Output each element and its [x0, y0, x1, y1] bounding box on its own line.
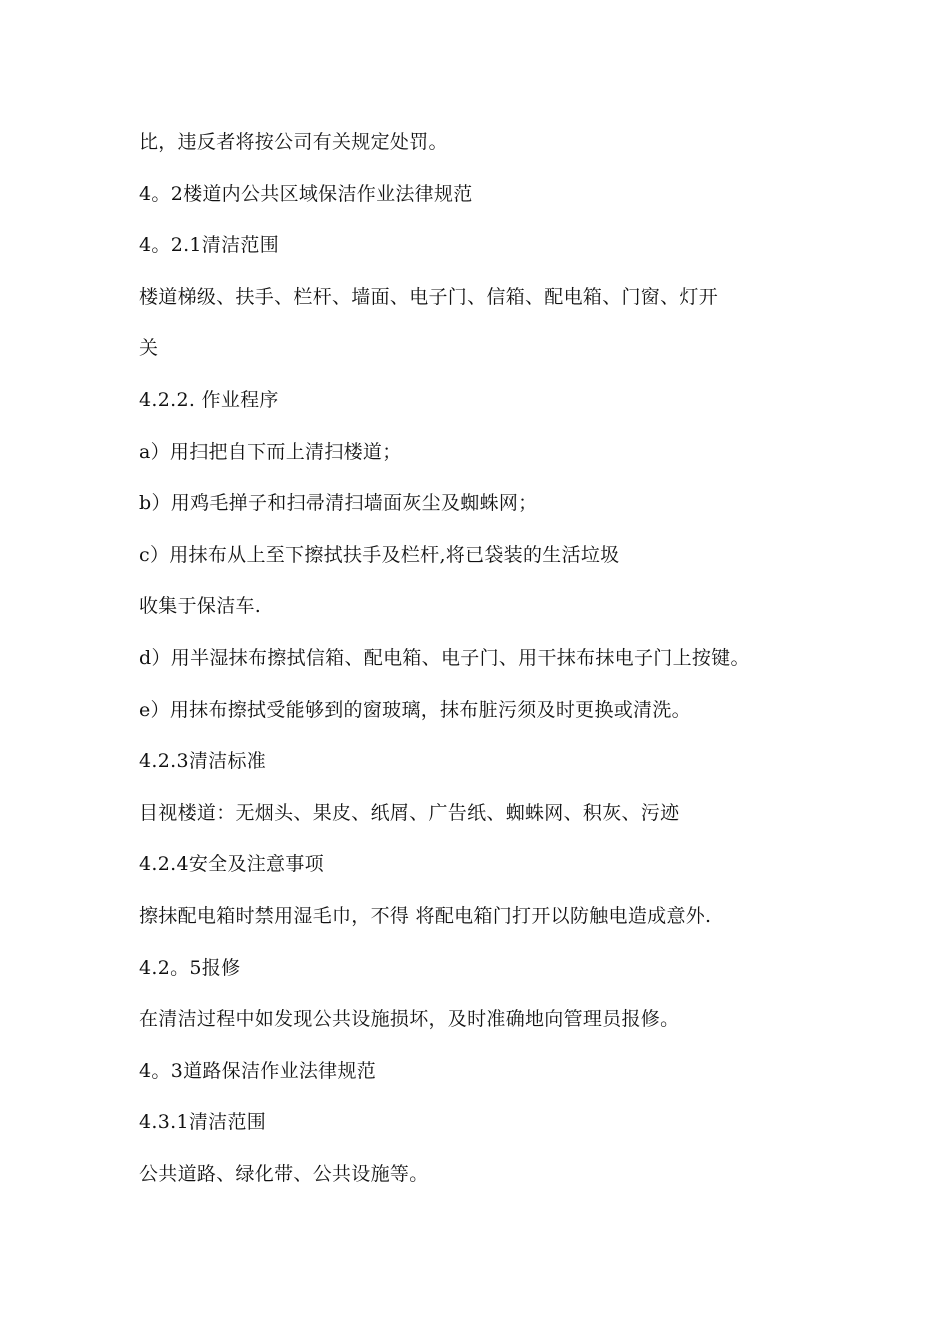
scope-text-line-1: 楼道梯级、扶手、栏杆、墙面、电子门、信箱、配电箱、门窗、灯开	[139, 285, 719, 308]
road-scope-text: 公共道路、绿化带、公共设施等。	[139, 1162, 429, 1185]
procedure-item-c-line-1: c）用抹布从上至下擦拭扶手及栏杆,将已袋装的生活垃圾	[139, 543, 620, 566]
section-heading-4-3: 4。3道路保洁作业法律规范	[139, 1059, 377, 1082]
standard-text: 目视楼道：无烟头、果皮、纸屑、广告纸、蜘蛛网、积灰、污迹	[139, 801, 680, 824]
safety-text: 擦抹配电箱时禁用湿毛巾，不得 将配电箱门打开以防触电造成意外.	[139, 904, 712, 927]
document-body	[139, 122, 839, 1205]
subsection-heading-4-3-1: 4.3.1清洁范围	[139, 1111, 267, 1134]
section-heading-4-2: 4。2楼道内公共区域保洁作业法律规范	[139, 182, 473, 205]
procedure-item-d: d）用半湿抹布擦拭信箱、配电箱、电子门、用干抹布抹电子门上按键。	[139, 646, 750, 669]
scope-text-line-2: 关	[139, 337, 159, 360]
subsection-heading-4-2-1: 4。2.1清洁范围	[139, 234, 280, 257]
paragraph-continuation: 比，违反者将按公司有关规定处罚。	[139, 131, 448, 153]
procedure-item-a: a）用扫把自下而上清扫楼道；	[139, 440, 402, 463]
subsection-heading-4-2-2: 4.2.2. 作业程序	[139, 388, 279, 411]
repair-text: 在清洁过程中如发现公共设施损坏，及时准确地向管理员报修。	[139, 1008, 680, 1031]
procedure-item-c-line-2: 收集于保洁车.	[139, 595, 262, 618]
subsection-heading-4-2-3: 4.2.3清洁标准	[139, 750, 267, 773]
subsection-heading-4-2-4: 4.2.4安全及注意事项	[139, 853, 324, 876]
subsection-heading-4-2-5: 4.2。5报修	[139, 956, 241, 979]
procedure-item-e: e）用抹布擦拭受能够到的窗玻璃，抹布脏污须及时更换或清洗。	[139, 698, 691, 721]
procedure-item-b: b）用鸡毛掸子和扫帚清扫墙面灰尘及蜘蛛网；	[139, 492, 538, 515]
